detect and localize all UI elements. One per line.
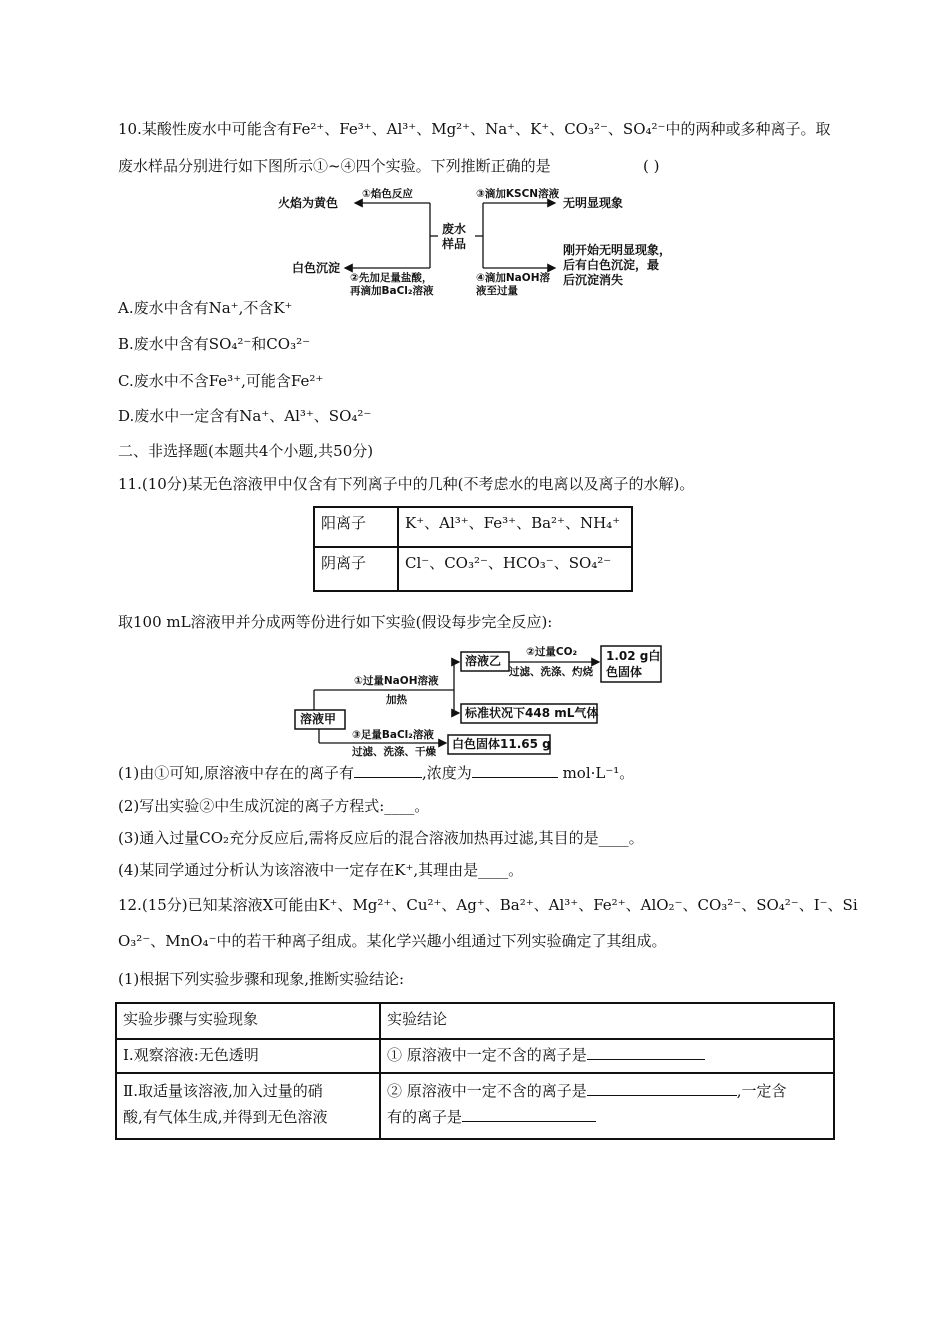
cation-list: K⁺、Al³⁺、Fe³⁺、Ba²⁺、NH₄⁺ bbox=[398, 507, 632, 547]
row1-conclusion bbox=[380, 1039, 834, 1073]
row2-conclusion-mid: ,一定含 bbox=[736, 1082, 787, 1100]
table-row bbox=[314, 547, 632, 591]
q10-stem-line1: 10.某酸性废水中可能含有Fe²⁺、Fe³⁺、Al³⁺、Mg²⁺、Na⁺、K⁺、CO₃²⁻、SO₄²⁻中的两种或多种离子。取 bbox=[118, 120, 831, 138]
step1-reagent: ①过量NaOH溶液 bbox=[354, 675, 439, 687]
experiment-table bbox=[115, 1002, 835, 1140]
row2-conclusion-text: ② 原溶液中一定不含的离子是 bbox=[387, 1082, 587, 1100]
ion-table bbox=[313, 506, 633, 592]
step1-condition: 加热 bbox=[386, 694, 407, 706]
gas-box: 标准状况下448 mL气体 bbox=[465, 706, 599, 720]
q11-sub1-text-c: mol·L⁻¹。 bbox=[557, 764, 635, 782]
answer-blank[interactable] bbox=[462, 1107, 596, 1122]
naoh-result-line1: 刚开始无明显现象， bbox=[563, 243, 672, 257]
wastewater-sample-line2: 样品 bbox=[442, 237, 467, 251]
table-row bbox=[116, 1039, 834, 1073]
wastewater-sample-line1: 废水 bbox=[442, 222, 467, 236]
solid2-box: 白色固体11.65 g bbox=[452, 737, 551, 751]
q11-sub3: (3)通入过量CO₂充分反应后,需将反应后的混合溶液加热再过滤,其目的是____。 bbox=[118, 829, 644, 847]
q12-stem-line1: 12.(15分)已知某溶液X可能由K⁺、Mg²⁺、Cu²⁺、Ag⁺、Ba²⁺、Al³⁺、Fe²⁺、AlO₂⁻、CO₃²⁻、SO₄²⁻、I⁻、Si bbox=[118, 896, 858, 914]
table-row bbox=[116, 1003, 834, 1039]
row2-step-line2: 酸,有气体生成,并得到无色溶液 bbox=[123, 1108, 328, 1126]
q11-sub1-text-a: (1)由①可知,原溶液中存在的离子有 bbox=[118, 764, 355, 782]
step1-label: ①焰色反应 bbox=[362, 188, 413, 200]
anion-label: 阴离子 bbox=[314, 547, 398, 591]
naoh-result-line2: 后有白色沉淀，最 bbox=[563, 258, 660, 272]
q11-sub1 bbox=[118, 762, 634, 784]
q11-flow-diagram bbox=[294, 640, 664, 760]
option-d: D.废水中一定含有Na⁺、Al³⁺、SO₄²⁻ bbox=[118, 407, 372, 425]
solid1-box-line1: 1.02 g白 bbox=[606, 649, 661, 663]
q10-flow-diagram bbox=[270, 188, 710, 303]
solid1-box-line2: 色固体 bbox=[606, 665, 643, 679]
q12-stem-line2: O₃²⁻、MnO₄⁻中的若干种离子组成。某化学兴趣小组通过下列实验确定了其组成。 bbox=[118, 932, 667, 950]
step2-reagent: ②过量CO₂ bbox=[526, 646, 578, 658]
row2-step bbox=[116, 1073, 380, 1139]
table-row bbox=[314, 507, 632, 547]
row2-conclusion-line1 bbox=[387, 1078, 827, 1104]
q11-sub2: (2)写出实验②中生成沉淀的离子方程式:____。 bbox=[118, 797, 430, 815]
option-c: C.废水中不含Fe³⁺,可能含Fe²⁺ bbox=[118, 372, 324, 390]
naoh-result-line3: 后沉淀消失 bbox=[563, 273, 624, 287]
step4-label-line1: ④滴加NaOH溶 bbox=[476, 272, 550, 284]
table-header-steps: 实验步骤与实验现象 bbox=[116, 1003, 380, 1039]
row2-conclusion-line2 bbox=[387, 1104, 827, 1130]
q11-stem: 11.(10分)某无色溶液甲中仅含有下列离子中的几种(不考虑水的电离以及离子的水解)。 bbox=[118, 475, 695, 493]
white-precipitate-result: 白色沉淀 bbox=[292, 261, 341, 275]
table-header-conclusion: 实验结论 bbox=[380, 1003, 834, 1039]
flame-yellow-result: 火焰为黄色 bbox=[278, 196, 339, 210]
answer-blank[interactable] bbox=[587, 1045, 705, 1060]
solution-yi-box: 溶液乙 bbox=[465, 654, 502, 668]
step3-operation: 过滤、洗涤、干燥 bbox=[352, 746, 436, 758]
answer-blank[interactable] bbox=[587, 1081, 737, 1096]
row2-conclusion-text2: 有的离子是 bbox=[387, 1108, 463, 1126]
answer-blank[interactable] bbox=[354, 763, 422, 778]
step4-label-line2: 液至过量 bbox=[476, 285, 518, 297]
option-a: A.废水中含有Na⁺,不含K⁺ bbox=[118, 299, 293, 317]
row2-conclusion bbox=[380, 1073, 834, 1139]
step2-label-line2: 再滴加BaCl₂溶液 bbox=[350, 285, 434, 297]
q11-intro: 取100 mL溶液甲并分成两等份进行如下实验(假设每步完全反应): bbox=[118, 613, 553, 631]
no-change-result: 无明显现象 bbox=[563, 196, 624, 210]
q11-sub4: (4)某同学通过分析认为该溶液中一定存在K⁺,其理由是____。 bbox=[118, 861, 524, 879]
row1-step: Ⅰ.观察溶液:无色透明 bbox=[116, 1039, 380, 1073]
section-heading: 二、非选择题(本题共4个小题,共50分) bbox=[118, 442, 374, 460]
table-row bbox=[116, 1073, 834, 1139]
step2-label-line1: ②先加足量盐酸， bbox=[350, 272, 433, 284]
q12-sub1: (1)根据下列实验步骤和现象,推断实验结论: bbox=[118, 970, 405, 988]
cation-label: 阳离子 bbox=[314, 507, 398, 547]
option-b: B.废水中含有SO₄²⁻和CO₃²⁻ bbox=[118, 335, 311, 353]
row1-conclusion-text: ① 原溶液中一定不含的离子是 bbox=[387, 1046, 587, 1064]
q11-sub1-text-b: ,浓度为 bbox=[422, 764, 472, 782]
q10-stem-line2: 废水样品分别进行如下图所示①~④四个实验。下列推断正确的是 bbox=[118, 157, 551, 175]
answer-blank[interactable] bbox=[472, 763, 558, 778]
anion-list: Cl⁻、CO₃²⁻、HCO₃⁻、SO₄²⁻ bbox=[398, 547, 632, 591]
solution-jia-box: 溶液甲 bbox=[300, 712, 337, 726]
row2-step-line1: Ⅱ.取适量该溶液,加入过量的硝 bbox=[123, 1082, 323, 1100]
answer-paren: ( ) bbox=[643, 157, 660, 175]
step2-operation: 过滤、洗涤、灼烧 bbox=[509, 666, 593, 678]
step3-reagent: ③足量BaCl₂溶液 bbox=[352, 729, 434, 741]
step3-label: ③滴加KSCN溶液 bbox=[476, 188, 560, 200]
